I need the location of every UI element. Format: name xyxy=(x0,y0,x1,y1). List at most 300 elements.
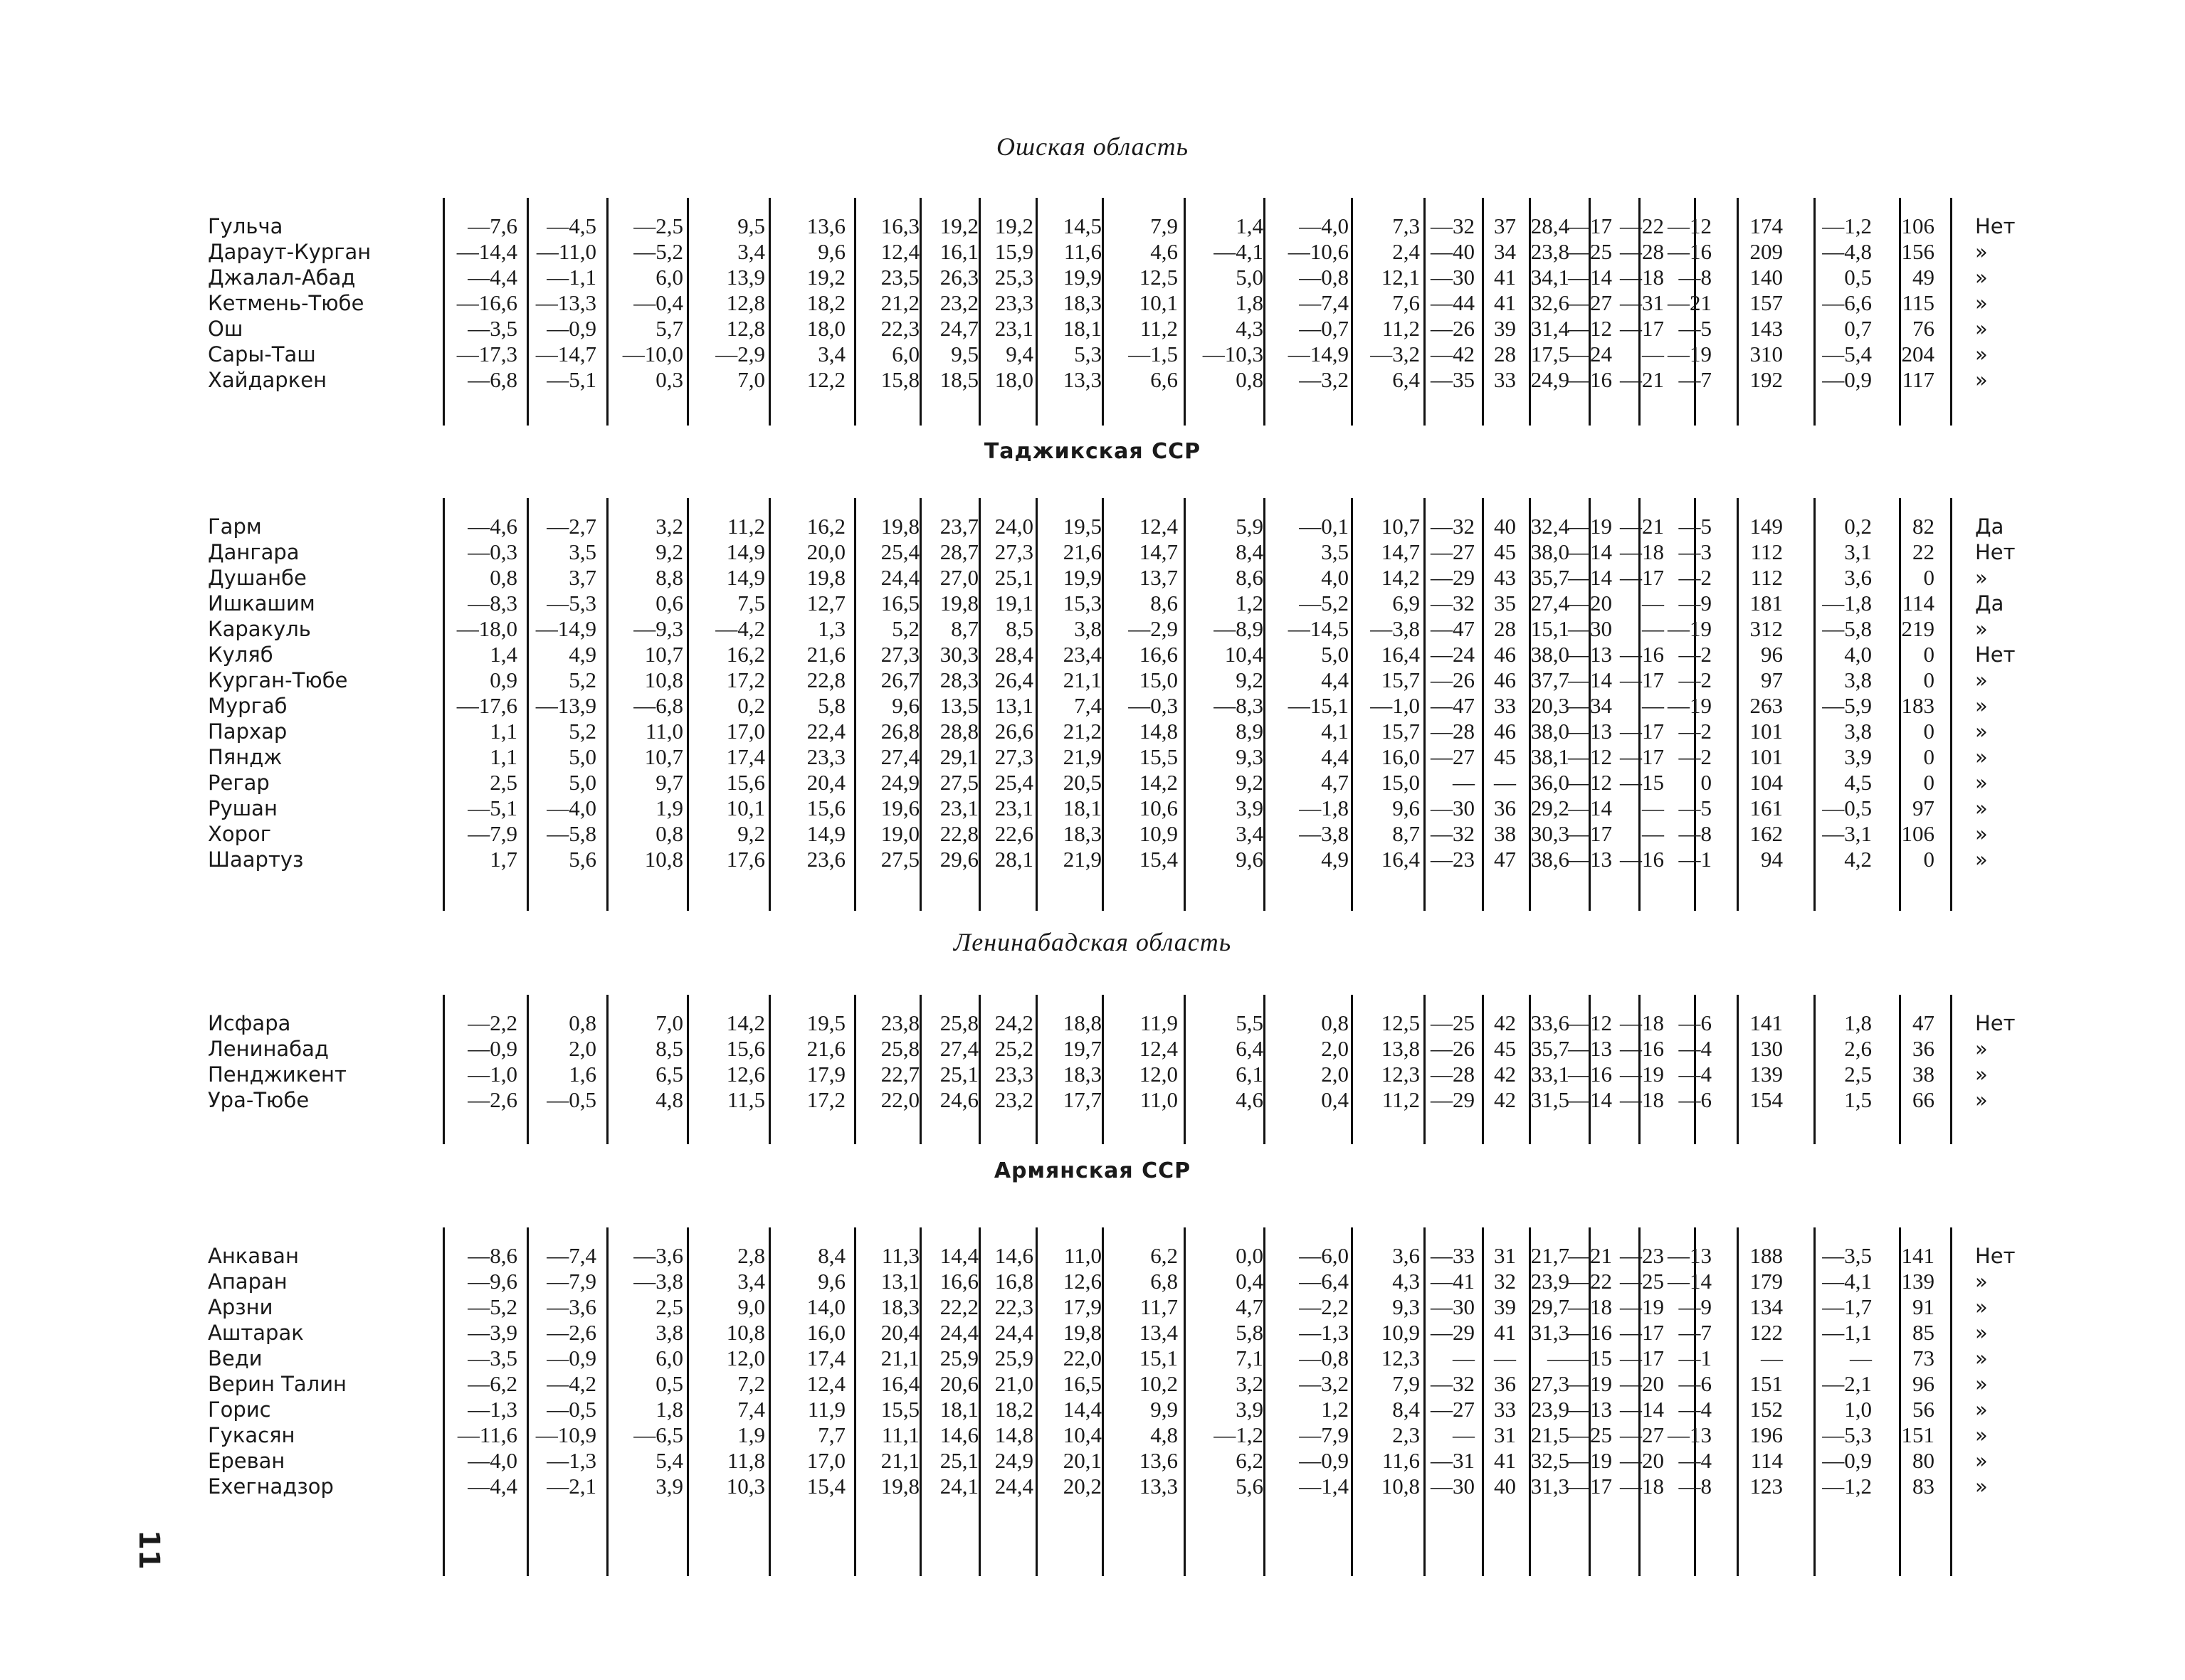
table-cell: —4,5 xyxy=(547,213,596,238)
table-cell: 139 xyxy=(1749,1062,1783,1087)
table-cell: 17,5 xyxy=(1530,342,1569,366)
table-cell: 3,4 xyxy=(737,1269,765,1294)
table-cell: —13 xyxy=(1568,847,1612,872)
table-cell: 27,5 xyxy=(880,847,920,872)
table-cell: 0,8 xyxy=(1236,367,1263,392)
table-cell: 12,0 xyxy=(1139,1062,1178,1087)
table-cell: — xyxy=(1850,1346,1872,1370)
table-cell: 40 xyxy=(1494,514,1516,539)
table-cell: — xyxy=(1453,1422,1475,1447)
table-cell: 106 xyxy=(1901,821,1934,846)
table-cell: —11,6 xyxy=(457,1422,517,1447)
table-cell: 23,8 xyxy=(880,1010,920,1035)
table-cell: 6,4 xyxy=(1392,367,1420,392)
table-cell: 8,6 xyxy=(1150,591,1178,616)
table-cell: 123 xyxy=(1749,1474,1783,1499)
table-cell: 6,0 xyxy=(656,1346,683,1370)
table-cell: —2 xyxy=(1678,744,1712,769)
table-cell: —3,5 xyxy=(1822,1243,1872,1268)
table-cell: —6,8 xyxy=(633,693,683,718)
table-cell: 20,3 xyxy=(1530,693,1569,718)
section-title: Ленинабадская область xyxy=(953,928,1232,956)
table-cell: 27,3 xyxy=(994,539,1033,564)
table-cell: 21,2 xyxy=(1063,719,1102,744)
table-cell: 9,5 xyxy=(951,342,979,366)
table-cell: 35,7 xyxy=(1530,1036,1569,1061)
table-cell: 5,0 xyxy=(569,770,596,795)
table-cell: —14 xyxy=(1568,565,1612,590)
table-cell: 18,1 xyxy=(1063,316,1102,341)
table-cell: 0,5 xyxy=(1844,265,1872,290)
table-cell: —1,2 xyxy=(1822,213,1872,238)
table-row xyxy=(0,1062,2185,1087)
table-cell: 5,2 xyxy=(569,667,596,692)
table-cell: —33 xyxy=(1431,1243,1475,1268)
table-cell: —22 xyxy=(1568,1269,1612,1294)
table-cell: —0,3 xyxy=(1128,693,1178,718)
table-cell: 35 xyxy=(1494,591,1516,616)
table-cell: —6 xyxy=(1678,1010,1712,1035)
table-cell: —3,2 xyxy=(1370,342,1420,366)
table-cell: —5,2 xyxy=(633,239,683,264)
table-cell: —7,4 xyxy=(547,1243,596,1268)
table-cell: —18 xyxy=(1620,1087,1664,1112)
table-cell: —17 xyxy=(1620,1320,1664,1345)
remark-cell: Нет xyxy=(1975,1244,2016,1268)
table-cell: 21,6 xyxy=(1063,539,1102,564)
table-cell: —4,0 xyxy=(468,1448,517,1473)
table-cell: —1,8 xyxy=(1299,796,1349,820)
table-cell: 27,5 xyxy=(939,770,979,795)
table-cell: 14,0 xyxy=(806,1294,846,1319)
table-cell: 16,5 xyxy=(1063,1371,1102,1396)
table-cell: 23,6 xyxy=(806,847,846,872)
table-cell: 1,9 xyxy=(737,1422,765,1447)
table-cell: —0,9 xyxy=(1822,1448,1872,1473)
table-cell: 4,1 xyxy=(1321,719,1349,744)
table-cell: 4,9 xyxy=(569,642,596,667)
table-cell: 6,0 xyxy=(656,265,683,290)
table-row xyxy=(0,514,2185,539)
table-cell: —13 xyxy=(1568,642,1612,667)
table-row xyxy=(0,565,2185,591)
table-cell: 38,0 xyxy=(1530,539,1569,564)
station-name: Исфара xyxy=(208,1011,291,1035)
table-cell: 7,3 xyxy=(1392,213,1420,238)
station-name: Сары-Таш xyxy=(208,342,316,366)
table-cell: 13,3 xyxy=(1139,1474,1178,1499)
table-cell: 32,4 xyxy=(1530,514,1569,539)
table-cell: —5 xyxy=(1678,316,1712,341)
table-cell: —47 xyxy=(1431,616,1475,641)
table-cell: 2,0 xyxy=(569,1036,596,1061)
table-cell: —15 xyxy=(1568,1346,1612,1370)
table-cell: 188 xyxy=(1749,1243,1783,1268)
table-cell: 0,8 xyxy=(490,565,517,590)
table-cell: 46 xyxy=(1494,642,1516,667)
table-cell: 38 xyxy=(1494,821,1516,846)
table-cell: 8,4 xyxy=(1392,1397,1420,1422)
table-cell: 97 xyxy=(1761,667,1783,692)
table-cell: —28 xyxy=(1431,719,1475,744)
table-cell: —14,4 xyxy=(456,239,517,264)
table-cell: 29,7 xyxy=(1530,1294,1569,1319)
station-name: Хорог xyxy=(208,822,271,846)
table-cell: —17 xyxy=(1620,565,1664,590)
table-cell: 25,9 xyxy=(994,1346,1033,1370)
table-cell: 20,4 xyxy=(880,1320,920,1345)
table-cell: 4,3 xyxy=(1236,316,1263,341)
table-cell: 25,4 xyxy=(880,539,920,564)
table-cell: 15,4 xyxy=(806,1474,846,1499)
table-cell: 9,2 xyxy=(1236,770,1263,795)
table-cell: 16,4 xyxy=(880,1371,920,1396)
remark-cell: » xyxy=(1975,822,1988,846)
table-cell: 11,2 xyxy=(1381,316,1420,341)
table-cell: 4,5 xyxy=(1844,770,1872,795)
table-cell: 4,4 xyxy=(1321,667,1349,692)
table-cell: 30,3 xyxy=(1530,821,1569,846)
table-cell: —0,5 xyxy=(547,1397,596,1422)
table-cell: —21 xyxy=(1620,514,1664,539)
table-cell: 25,4 xyxy=(994,770,1033,795)
station-name: Ереван xyxy=(208,1449,285,1473)
table-cell: 25,8 xyxy=(880,1036,920,1061)
table-cell: 8,4 xyxy=(818,1243,846,1268)
table-cell: 23,2 xyxy=(939,290,979,315)
data-table xyxy=(0,1227,2185,1576)
table-cell: —22 xyxy=(1620,213,1664,238)
table-cell: 19,5 xyxy=(806,1010,846,1035)
table-row xyxy=(0,1036,2185,1062)
table-cell: 27,0 xyxy=(939,565,979,590)
station-name: Апаран xyxy=(208,1269,288,1294)
station-name: Ленинабад xyxy=(208,1037,329,1061)
table-cell: 10,9 xyxy=(1381,1320,1420,1345)
table-cell: 18,0 xyxy=(994,367,1033,392)
table-row xyxy=(0,1087,2185,1113)
table-cell: —19 xyxy=(1568,514,1612,539)
table-cell: —7,9 xyxy=(547,1269,596,1294)
table-cell: 32,6 xyxy=(1530,290,1569,315)
table-cell: 24,4 xyxy=(994,1320,1033,1345)
table-cell: 38,0 xyxy=(1530,642,1569,667)
table-cell: 0,9 xyxy=(490,667,517,692)
table-cell: —2,2 xyxy=(468,1010,517,1035)
table-cell: 1,1 xyxy=(490,719,517,744)
table-cell: 4,6 xyxy=(1236,1087,1263,1112)
table-cell: 6,6 xyxy=(1150,367,1178,392)
table-cell: 1,8 xyxy=(656,1397,683,1422)
table-cell: —5,1 xyxy=(547,367,596,392)
table-cell: 5,4 xyxy=(656,1448,683,1473)
table-cell: —5,9 xyxy=(1822,693,1872,718)
table-row xyxy=(0,316,2185,342)
table-cell: —4,0 xyxy=(1299,213,1349,238)
table-cell: —15 xyxy=(1620,770,1664,795)
table-cell: —14,9 xyxy=(535,616,596,641)
table-cell: 31,3 xyxy=(1530,1474,1569,1499)
table-cell: 25,1 xyxy=(994,565,1033,590)
table-cell: 47 xyxy=(1494,847,1516,872)
table-cell: —26 xyxy=(1431,667,1475,692)
table-cell: 38,1 xyxy=(1530,744,1569,769)
table-cell: —24 xyxy=(1568,342,1612,366)
table-cell: 15,1 xyxy=(1139,1346,1178,1370)
table-cell: 28 xyxy=(1494,342,1516,366)
table-cell: —5,1 xyxy=(468,796,517,820)
table-cell: 42 xyxy=(1494,1087,1516,1112)
table-cell: —3,6 xyxy=(547,1294,596,1319)
table-cell: —2,9 xyxy=(1128,616,1178,641)
table-cell: —4 xyxy=(1678,1036,1712,1061)
table-cell: 27,3 xyxy=(994,744,1033,769)
table-cell: 6,2 xyxy=(1150,1243,1178,1268)
table-cell: 263 xyxy=(1749,693,1783,718)
table-cell: 0 xyxy=(1923,770,1934,795)
table-cell: 18,3 xyxy=(1063,1062,1102,1087)
table-cell: 0,4 xyxy=(1236,1269,1263,1294)
table-cell: 6,5 xyxy=(656,1062,683,1087)
table-cell: 22,3 xyxy=(994,1294,1033,1319)
table-cell: 33,1 xyxy=(1530,1062,1569,1087)
table-cell: —17 xyxy=(1568,213,1612,238)
station-name: Ош xyxy=(208,317,243,341)
table-cell: 154 xyxy=(1749,1087,1783,1112)
table-cell: —8,3 xyxy=(468,591,517,616)
table-cell: 4,0 xyxy=(1321,565,1349,590)
table-row xyxy=(0,821,2185,847)
station-name: Аштарак xyxy=(208,1321,304,1345)
table-cell: —26 xyxy=(1431,316,1475,341)
table-cell: —16,6 xyxy=(456,290,517,315)
table-cell: 1,2 xyxy=(1321,1397,1349,1422)
table-cell: 40 xyxy=(1494,1474,1516,1499)
table-cell: 24,9 xyxy=(1530,367,1569,392)
table-cell: 11,2 xyxy=(1381,1087,1420,1112)
table-cell: 33 xyxy=(1494,693,1516,718)
table-cell: 3,9 xyxy=(656,1474,683,1499)
table-cell: 12,4 xyxy=(1139,1036,1178,1061)
table-cell: —3,8 xyxy=(1370,616,1420,641)
table-cell: —3,2 xyxy=(1299,367,1349,392)
table-cell: 101 xyxy=(1749,719,1783,744)
table-cell: 46 xyxy=(1494,667,1516,692)
table-cell: —10,6 xyxy=(1288,239,1349,264)
table-cell: 139 xyxy=(1901,1269,1934,1294)
table-cell: —20 xyxy=(1620,1448,1664,1473)
table-cell: —31 xyxy=(1431,1448,1475,1473)
table-cell: 9,6 xyxy=(818,1269,846,1294)
remark-cell: » xyxy=(1975,668,1988,692)
table-cell: 13,4 xyxy=(1139,1320,1178,1345)
table-cell: —28 xyxy=(1431,1062,1475,1087)
table-cell: 12,0 xyxy=(726,1346,765,1370)
table-cell: —1,3 xyxy=(468,1397,517,1422)
table-cell: —19 xyxy=(1668,616,1712,641)
table-cell: 3,4 xyxy=(1236,821,1263,846)
table-cell: 130 xyxy=(1749,1036,1783,1061)
table-cell: 18,3 xyxy=(1063,821,1102,846)
table-cell: 26,7 xyxy=(880,667,920,692)
table-cell: —3,5 xyxy=(468,316,517,341)
table-cell: —4,1 xyxy=(1822,1269,1872,1294)
table-cell: —2,1 xyxy=(547,1474,596,1499)
section-title: Ошская область xyxy=(996,132,1189,161)
table-cell: — xyxy=(1494,770,1516,795)
table-cell: 96 xyxy=(1761,642,1783,667)
table-cell: —0,9 xyxy=(547,1346,596,1370)
table-cell: 15,6 xyxy=(726,770,765,795)
table-row xyxy=(0,1320,2185,1346)
table-cell: 12,5 xyxy=(1381,1010,1420,1035)
table-cell: 7,4 xyxy=(737,1397,765,1422)
table-cell: —7,9 xyxy=(468,821,517,846)
remark-cell: » xyxy=(1975,265,1988,290)
table-cell: 179 xyxy=(1749,1269,1783,1294)
table-cell: 3,9 xyxy=(1236,1397,1263,1422)
table-cell: —2,1 xyxy=(1822,1371,1872,1396)
table-cell: —13 xyxy=(1668,1422,1712,1447)
table-cell: —18 xyxy=(1620,1010,1664,1035)
table-cell: 0 xyxy=(1923,719,1934,744)
table-cell: 161 xyxy=(1749,796,1783,820)
table-cell: 6,2 xyxy=(1236,1448,1263,1473)
table-cell: —0,7 xyxy=(1299,316,1349,341)
table-cell: 9,3 xyxy=(1392,1294,1420,1319)
table-cell: —0,9 xyxy=(547,316,596,341)
table-cell: 12,1 xyxy=(1381,265,1420,290)
table-row xyxy=(0,847,2185,872)
table-cell: —4,1 xyxy=(1213,239,1263,264)
table-cell: 13,1 xyxy=(880,1269,920,1294)
table-cell: 3,5 xyxy=(1321,539,1349,564)
table-cell: —5,8 xyxy=(1822,616,1872,641)
table-cell: 25,9 xyxy=(939,1346,979,1370)
table-cell: —19 xyxy=(1620,1294,1664,1319)
table-cell: —13 xyxy=(1568,719,1612,744)
station-name: Пяндж xyxy=(208,745,283,769)
table-cell: —26 xyxy=(1431,1036,1475,1061)
table-cell: 15,9 xyxy=(994,239,1033,264)
station-name: Верин Талин xyxy=(208,1372,347,1396)
station-name: Рушан xyxy=(208,796,278,820)
table-cell: 4,0 xyxy=(1844,642,1872,667)
table-cell: 0,3 xyxy=(656,367,683,392)
table-cell: —14 xyxy=(1568,265,1612,290)
table-cell: 4,9 xyxy=(1321,847,1349,872)
table-cell: 26,3 xyxy=(939,265,979,290)
table-cell: 97 xyxy=(1912,796,1934,820)
table-cell: 14,4 xyxy=(939,1243,979,1268)
table-cell: —42 xyxy=(1431,342,1475,366)
table-cell: —17,3 xyxy=(456,342,517,366)
table-cell: 2,5 xyxy=(656,1294,683,1319)
table-cell: —16 xyxy=(1620,1036,1664,1061)
table-cell: 181 xyxy=(1749,591,1783,616)
table-row xyxy=(0,1371,2185,1397)
table-cell: 157 xyxy=(1749,290,1783,315)
table-cell: 13,6 xyxy=(1139,1448,1178,1473)
table-cell: —1,5 xyxy=(1128,342,1178,366)
table-cell: 1,7 xyxy=(490,847,517,872)
table-cell: —13,3 xyxy=(535,290,596,315)
table-cell: 16,2 xyxy=(726,642,765,667)
table-cell: 4,7 xyxy=(1236,1294,1263,1319)
table-cell: 3,9 xyxy=(1236,796,1263,820)
table-cell: 85 xyxy=(1912,1320,1934,1345)
table-cell: 8,7 xyxy=(1392,821,1420,846)
table-cell: 11,8 xyxy=(727,1448,765,1473)
table-cell: 6,4 xyxy=(1236,1036,1263,1061)
table-cell: —2,6 xyxy=(468,1087,517,1112)
table-cell: —5,2 xyxy=(1299,591,1349,616)
table-cell: 31,5 xyxy=(1530,1087,1569,1112)
table-cell: 16,6 xyxy=(1139,642,1178,667)
table-cell: 42 xyxy=(1494,1062,1516,1087)
table-cell: —16 xyxy=(1568,1320,1612,1345)
table-cell: 80 xyxy=(1912,1448,1934,1473)
table-cell: 1,0 xyxy=(1844,1397,1872,1422)
table-cell: —10,3 xyxy=(1202,342,1263,366)
table-cell: 24,4 xyxy=(994,1474,1033,1499)
table-cell: 11,0 xyxy=(1139,1087,1178,1112)
table-cell: —0,9 xyxy=(1299,1448,1349,1473)
remark-cell: » xyxy=(1975,1295,1988,1319)
station-name: Дангара xyxy=(208,540,300,564)
station-name: Каракуль xyxy=(208,617,311,641)
table-cell: 11,6 xyxy=(1381,1448,1420,1473)
table-cell: 23,1 xyxy=(939,796,979,820)
table-cell: 4,3 xyxy=(1392,1269,1420,1294)
table-cell: 24,1 xyxy=(939,1474,979,1499)
table-cell: 312 xyxy=(1749,616,1783,641)
table-cell: 183 xyxy=(1901,693,1934,718)
table-cell: —12 xyxy=(1568,316,1612,341)
table-cell: 25,8 xyxy=(939,1010,979,1035)
table-cell: 5,0 xyxy=(1321,642,1349,667)
table-cell: 19,8 xyxy=(939,591,979,616)
table-cell: 8,4 xyxy=(1236,539,1263,564)
table-cell: 12,8 xyxy=(726,316,765,341)
table-cell: 22,0 xyxy=(1063,1346,1102,1370)
table-cell: 196 xyxy=(1749,1422,1783,1447)
table-cell: 94 xyxy=(1761,847,1783,872)
table-cell: 112 xyxy=(1750,565,1783,590)
table-cell: —17 xyxy=(1620,316,1664,341)
table-cell: 15,0 xyxy=(1139,667,1178,692)
table-cell: 0,8 xyxy=(656,821,683,846)
table-cell: 2,5 xyxy=(490,770,517,795)
remark-cell: » xyxy=(1975,617,1988,641)
station-name: Веди xyxy=(208,1346,263,1370)
table-cell: 122 xyxy=(1749,1320,1783,1345)
table-cell: —2,7 xyxy=(547,514,596,539)
table-cell: 204 xyxy=(1901,342,1934,366)
table-cell: 47 xyxy=(1912,1010,1934,1035)
station-name: Куляб xyxy=(208,643,273,667)
table-cell: 28,8 xyxy=(939,719,979,744)
table-cell: 25,1 xyxy=(939,1448,979,1473)
table-cell: 17,9 xyxy=(1063,1294,1102,1319)
remark-cell: Нет xyxy=(1975,1011,2016,1035)
table-cell: 114 xyxy=(1902,591,1934,616)
table-cell: —18 xyxy=(1620,539,1664,564)
table-cell: —6 xyxy=(1678,1087,1712,1112)
table-cell: — xyxy=(1642,821,1664,846)
remark-cell: » xyxy=(1975,240,1988,264)
table-cell: —1,3 xyxy=(1299,1320,1349,1345)
